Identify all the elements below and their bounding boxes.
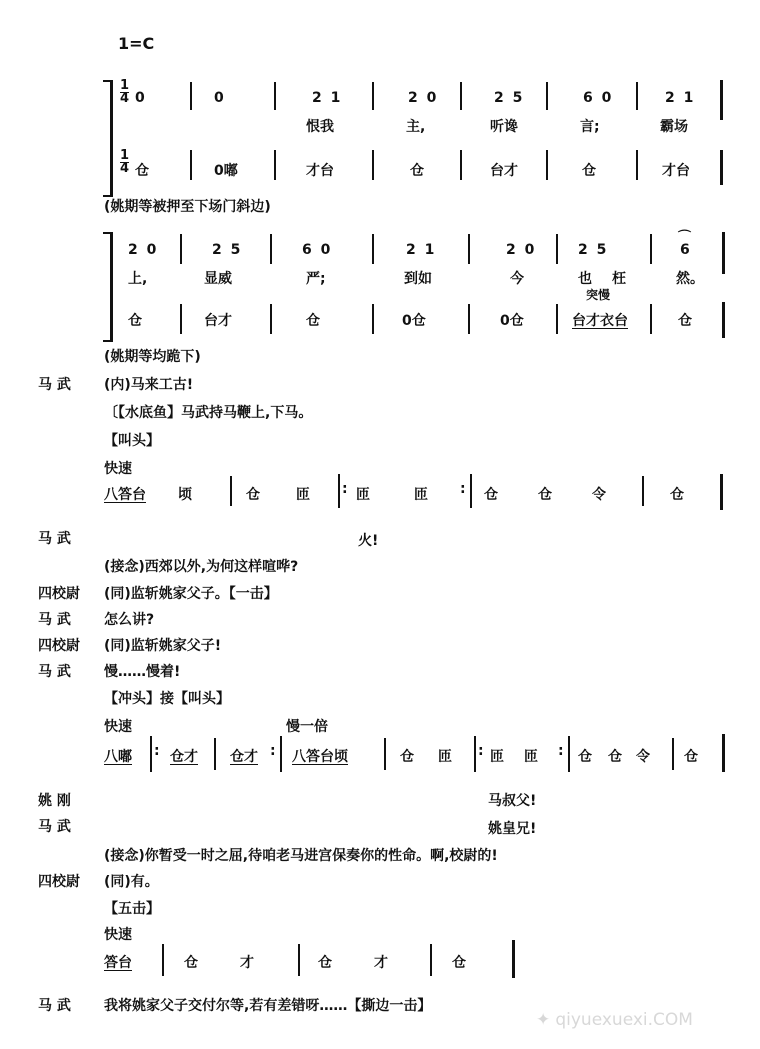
perc: 仓才 xyxy=(230,749,258,765)
note: 2 0 xyxy=(128,242,159,258)
dialogue-line: (接念)西郊以外,为何这样喧哗? xyxy=(104,559,299,575)
perc: 仓 xyxy=(484,487,498,503)
note: 2 1 xyxy=(406,242,437,258)
perc: 匝 xyxy=(438,749,452,765)
note: 6 0 xyxy=(302,242,333,258)
perc: 仓 xyxy=(410,163,424,179)
note: 2 1 xyxy=(665,90,696,106)
barline xyxy=(430,944,432,976)
speaker: 姚 刚 xyxy=(38,793,71,809)
perc: 0仓 xyxy=(402,313,426,329)
system-bracket xyxy=(110,80,113,197)
barline xyxy=(650,304,652,334)
dialogue-line: (同)监斩姚家父子。【一击】 xyxy=(104,586,278,602)
barline xyxy=(720,80,723,120)
barline xyxy=(546,150,548,180)
barline xyxy=(298,944,300,976)
tempo-mark: 突慢 xyxy=(586,288,611,302)
barline xyxy=(468,304,470,334)
perc: 令 xyxy=(592,487,606,503)
perc: 仓 xyxy=(538,487,552,503)
barline xyxy=(460,150,462,180)
repeat-dots: : xyxy=(558,743,564,759)
barline xyxy=(720,150,723,185)
perc: 令 xyxy=(636,749,650,765)
repeat-dots: : xyxy=(270,743,276,759)
perc: 仓 xyxy=(128,313,142,329)
perc: 八嘟 xyxy=(104,749,132,765)
repeat-sign xyxy=(338,474,340,508)
perc: 台才 xyxy=(490,163,518,179)
barline xyxy=(270,304,272,334)
perc: 匝 xyxy=(490,749,504,765)
dialogue-line: 姚皇兄! xyxy=(488,821,537,837)
barline xyxy=(636,82,638,110)
speaker: 四校尉 xyxy=(38,638,80,654)
repeat-sign xyxy=(150,736,152,772)
barline xyxy=(722,734,725,772)
barline xyxy=(722,302,725,338)
dialogue-line: 慢……慢着! xyxy=(104,664,181,680)
lyric: 霸场 xyxy=(660,119,688,135)
barline xyxy=(720,474,723,510)
cue: 【五击】 xyxy=(104,901,160,917)
barline xyxy=(650,234,652,264)
perc: 仓 xyxy=(678,313,692,329)
tempo-mark: 快速 xyxy=(104,719,132,735)
perc: 仓 xyxy=(306,313,320,329)
tempo-mark: 慢一倍 xyxy=(286,719,328,735)
perc: 仓 xyxy=(670,487,684,503)
lyric: 主, xyxy=(406,119,426,135)
lyric: 今 xyxy=(510,271,524,287)
dialogue-line: (接念)你暂受一时之屈,待咱老马进宫保奏你的性命。啊,校尉的! xyxy=(104,848,498,864)
stage-direction: (姚期等均跪下) xyxy=(104,349,201,365)
barline xyxy=(180,304,182,334)
barline xyxy=(672,738,674,770)
note: 2 0 xyxy=(408,90,439,106)
perc: 八答台 xyxy=(104,487,146,503)
speaker: 四校尉 xyxy=(38,874,80,890)
barline xyxy=(556,304,558,334)
perc: 答台 xyxy=(104,955,132,971)
repeat-sign xyxy=(280,736,282,772)
barline xyxy=(274,82,276,110)
lyric: 上, xyxy=(128,271,148,287)
note: 2 1 xyxy=(312,90,343,106)
perc: 才 xyxy=(240,955,254,971)
time-signature: 1 4 xyxy=(120,78,130,106)
speaker: 马 武 xyxy=(38,612,71,628)
bracket-cap xyxy=(103,80,113,82)
dialogue-line: 火! xyxy=(358,533,379,549)
dialogue-line: (同)监斩姚家父子! xyxy=(104,638,222,654)
barline xyxy=(190,82,192,110)
note: 6 xyxy=(680,242,692,258)
fermata-icon: ⌒ xyxy=(678,230,692,245)
dialogue-line: 马叔父! xyxy=(488,793,537,809)
system-bracket xyxy=(110,232,113,342)
watermark-text: qiyuexuexi.COM xyxy=(555,1010,693,1030)
barline xyxy=(468,234,470,264)
perc: 才 xyxy=(374,955,388,971)
tempo-mark: 快速 xyxy=(104,461,132,477)
note: 0 xyxy=(214,90,226,106)
repeat-dots: : xyxy=(342,481,348,497)
perc: 匝 xyxy=(414,487,428,503)
tempo-mark: 快速 xyxy=(104,927,132,943)
repeat-sign xyxy=(470,474,472,508)
repeat-dots: : xyxy=(460,481,466,497)
repeat-dots: : xyxy=(478,743,484,759)
note: 6 0 xyxy=(583,90,614,106)
barline xyxy=(556,234,558,264)
note: 2 0 xyxy=(506,242,537,258)
watermark xyxy=(536,1010,693,1030)
lyric: 然。 xyxy=(676,271,704,287)
barline xyxy=(230,476,232,506)
barline xyxy=(270,234,272,264)
barline xyxy=(512,940,515,978)
perc: 台才衣台 xyxy=(572,313,628,329)
key-signature: 1=C xyxy=(118,34,155,53)
perc: 0嘟 xyxy=(214,163,238,179)
barline xyxy=(372,304,374,334)
perc: 仓 xyxy=(452,955,466,971)
perc: 仓 xyxy=(246,487,260,503)
lyric: 也 xyxy=(578,271,592,287)
perc: 八答台顷 xyxy=(292,749,348,765)
perc: 才台 xyxy=(306,163,334,179)
time-signature: 1 4 xyxy=(120,148,130,176)
perc: 0仓 xyxy=(500,313,524,329)
speaker: 马 武 xyxy=(38,377,71,393)
cue: 【叫头】 xyxy=(104,433,160,449)
barline xyxy=(162,944,164,976)
repeat-dots: : xyxy=(154,743,160,759)
barline xyxy=(460,82,462,110)
speaker: 马 武 xyxy=(38,998,71,1014)
barline xyxy=(546,82,548,110)
repeat-sign xyxy=(568,736,570,772)
barline xyxy=(190,150,192,180)
perc: 顷 xyxy=(178,487,192,503)
perc: 仓 xyxy=(578,749,592,765)
lyric: 到如 xyxy=(404,271,432,287)
barline xyxy=(372,82,374,110)
perc: 仓 xyxy=(184,955,198,971)
perc: 匝 xyxy=(296,487,310,503)
lyric: 言; xyxy=(580,119,600,135)
barline xyxy=(384,738,386,770)
barline xyxy=(642,476,644,506)
perc: 匝 xyxy=(524,749,538,765)
barline xyxy=(180,234,182,264)
speaker: 四校尉 xyxy=(38,586,80,602)
perc: 仓 xyxy=(582,163,596,179)
note: 2 5 xyxy=(212,242,243,258)
bracket-cap xyxy=(103,232,113,234)
perc: 才台 xyxy=(662,163,690,179)
barline xyxy=(372,150,374,180)
barline xyxy=(214,738,216,770)
lyric: 枉 xyxy=(612,271,626,287)
bracket-cap xyxy=(103,340,113,342)
cue: 【冲头】接【叫头】 xyxy=(104,691,230,707)
lyric: 显威 xyxy=(204,271,232,287)
speaker: 马 武 xyxy=(38,819,71,835)
barline xyxy=(636,150,638,180)
barline xyxy=(274,150,276,180)
perc: 仓 xyxy=(318,955,332,971)
barline xyxy=(722,232,725,274)
stage-direction: (姚期等被押至下场门斜边) xyxy=(104,199,271,215)
lyric: 恨我 xyxy=(306,119,334,135)
dialogue-line: (内)马来工古! xyxy=(104,377,194,393)
speaker: 马 武 xyxy=(38,531,71,547)
speaker: 马 武 xyxy=(38,664,71,680)
perc: 仓 xyxy=(608,749,622,765)
note: 2 5 xyxy=(494,90,525,106)
note: 0 xyxy=(135,90,147,106)
lyric: 听谗 xyxy=(490,119,518,135)
stage-direction: 〔【水底鱼】马武持马鞭上,下马。 xyxy=(104,405,313,421)
bird-logo-icon: ✦ xyxy=(536,1010,551,1030)
perc: 仓 xyxy=(135,163,149,179)
dialogue-line: 我将姚家父子交付尔等,若有差错呀……【撕边一击】 xyxy=(104,998,432,1014)
note: 2 5 xyxy=(578,242,609,258)
perc: 匝 xyxy=(356,487,370,503)
perc: 台才 xyxy=(204,313,232,329)
repeat-sign xyxy=(474,736,476,772)
lyric: 严; xyxy=(306,271,326,287)
perc: 仓 xyxy=(400,749,414,765)
dialogue-line: 怎么讲? xyxy=(104,612,155,628)
perc: 仓 xyxy=(684,749,698,765)
perc: 仓才 xyxy=(170,749,198,765)
barline xyxy=(372,234,374,264)
dialogue-line: (同)有。 xyxy=(104,874,159,890)
